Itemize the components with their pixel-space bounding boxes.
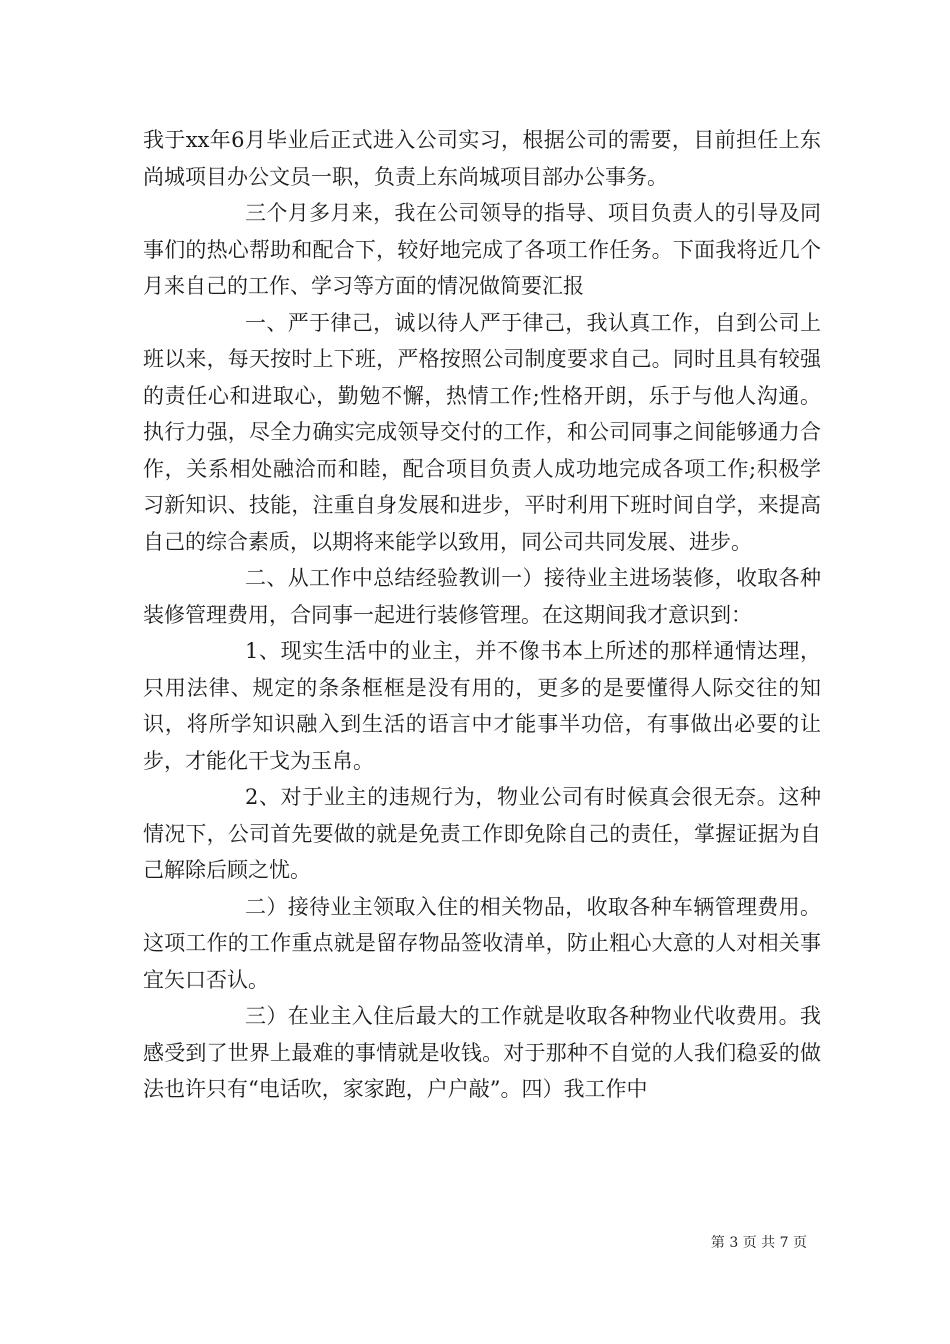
document-body — [143, 122, 821, 1108]
page-number: 第 3 页 共 7 页 — [710, 1235, 807, 1251]
paragraph-intro: 我于xx年6月毕业后正式进入公司实习，根据公司的需要，目前担任上东尚城项目办公文员一职，负责上东尚城项目部办公事务。 — [143, 128, 821, 189]
paragraph-subsection-two: 二）接待业主领取入住的相关物品，收取各种车辆管理费用。这项工作的工作重点就是留存物品签收清单，防止粗心大意的人对相关事宜矢口否认。 — [143, 894, 821, 992]
paragraph-point-two: 2、对于业主的违规行为，物业公司有时候真会很无奈。这种情况下，公司首先要做的就是免责工作即免除自己的责任，掌握证据为自己解除后顾之忧。 — [143, 785, 821, 882]
paragraph-summary: 三个月多月来，我在公司领导的指导、项目负责人的引导及同事们的热心帮助和配合下，较好地完成了各项工作任务。下面我将近几个月来自己的工作、学习等方面的情况做简要汇报 — [143, 201, 821, 298]
paragraph-section-one: 一、严于律己，诚以待人严于律己，我认真工作，自到公司上班以来，每天按时上下班，严格按照公司制度要求自己。同时且具有较强的责任心和进取心，勤勉不懈，热情工作;性格开朗，乐于与他人沟通。执行力强，尽全力确实完成领导交付的工作，和公司同事之间能够通力合作，关系相处融洽而和睦，配合项目负责人成功地完成各项工作;积极学习新知识、技能，注重自身发展和进步，平时利用下班时间自学，来提高自己的综合素质，以期将来能学以致用，同公司共同发展、进步。 — [143, 310, 821, 554]
paragraph-point-one: 1、现实生活中的业主，并不像书本上所述的那样通情达理，只用法律、规定的条条框框是没有用的，更多的是要懂得人际交往的知识，将所学知识融入到生活的语言中才能事半功倍，有事做出必要的让步，才能化干戈为玉帛。 — [143, 639, 821, 773]
paragraph-subsection-three: 三）在业主入住后最大的工作就是收取各种物业代收费用。我感受到了世界上最难的事情就是收钱。对于那种不自觉的人我们稳妥的做法也许只有“电话吹，家家跑，户户敲”。四）我工作中 — [143, 1004, 821, 1101]
paragraph-section-two: 二、从工作中总结经验教训一）接待业主进场装修，收取各种装修管理费用，合同事一起进行装修管理。在这期间我才意识到： — [143, 566, 821, 627]
